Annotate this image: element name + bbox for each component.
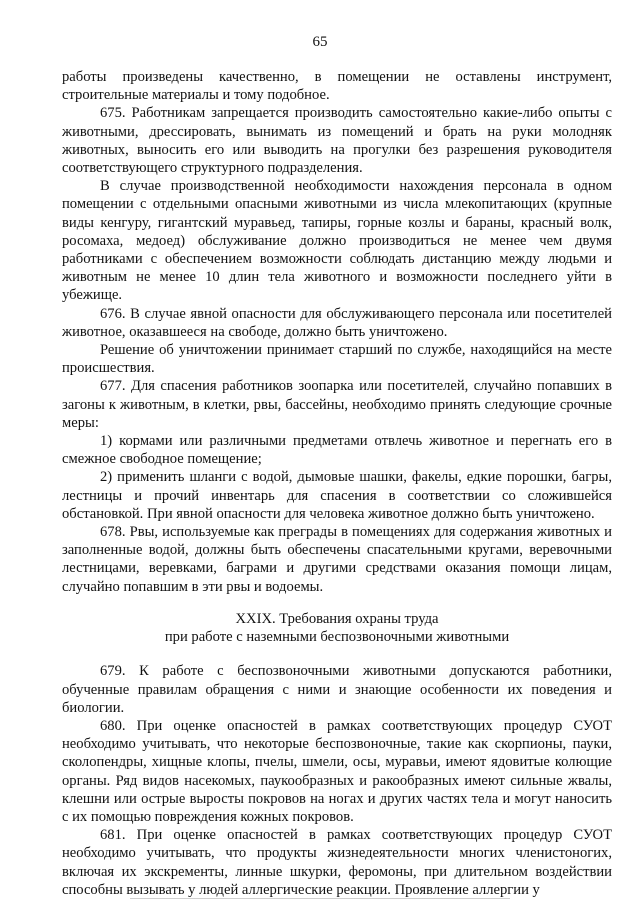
paragraph-679: 679. К работе с беспозвоночными животными допускаются работники, обученные правилам обращения с ними и знающие особенности их поведения и биологии. (62, 663, 612, 716)
section-heading-line-2: при работе с наземными беспозвоночными животными (164, 629, 510, 646)
page-number: 65 (312, 34, 328, 50)
paragraph-677-item-1: 1) кормами или различными предметами отвлечь животное и перегнать его в смежное свободное помещение; (62, 433, 612, 468)
paragraph-677: 677. Для спасения работников зоопарка или посетителей, случайно попавших в загоны к животным, в клетки, рвы, бассейны, необходимо принять следующие срочные меры: (62, 378, 612, 431)
document-body (62, 68, 612, 899)
paragraph-677-item-2: 2) применить шланги с водой, дымовые шашки, факелы, едкие порошки, багры, лестницы и прочий инвентарь для спасения в соответствии со сложившейся обстановкой. При явной опасности для человека животное должно быть уничтожено. (62, 469, 612, 522)
paragraph-676-decision: Решение об уничтожении принимает старший по службе, находящийся на месте происшествия. (62, 342, 612, 377)
section-heading-line-1: XXIX. Требования охраны труда (235, 610, 439, 627)
section-heading (62, 610, 612, 646)
paragraph-675-dangerous-animals: В случае производственной необходимости нахождения персонала в одном помещении с отдельными опасными животными из числа млекопитающих (крупные виды кенгуру, гигантский муравьед, тапиры, горные козлы и бараны, красный волк, росомаха, медоед) обслуживание должно производиться не менее чем двумя работниками с обеспечением возможности соблюдать дистанцию между людьми и животным не менее 10 длин тела животного и возможности последнего уйти в убежище. (62, 178, 612, 304)
paragraph-680: 680. При оценке опасностей в рамках соответствующих процедур СУОТ необходимо учитывать, что некоторые беспозвоночные, такие как скорпионы, пауки, сколопендры, хищные клопы, пчелы, шмели, осы, муравьи, имеют ядовитые колющие органы. Ряд видов насекомых, паукообразных и ракообразных имеют сильные жвалы, клешни или острые выросты покровов на ногах и других частях тела и могут наносить с их помощью повреждения кожных покровов. (62, 717, 612, 825)
paragraph-676: 676. В случае явной опасности для обслуживающего персонала или посетителей животное, оказавшееся на свободе, должно быть уничтожено. (62, 305, 612, 340)
bottom-scan-edge (130, 898, 510, 899)
paragraph-675: 675. Работникам запрещается производить самостоятельно какие-либо опыты с животными, дрессировать, вынимать из помещений и брать на руки молодняк животных, выносить его или выводить на прогулки без разрешения руководителя соответствующего структурного подразделения. (62, 105, 612, 177)
paragraph-678: 678. Рвы, используемые как преграды в помещениях для содержания животных и заполненные водой, должны быть обеспечены спасательными кругами, веревочными лестницами, веревками, баграми и другими средствами оказания помощи лицам, случайно попавшим в эти рвы и водоемы. (62, 524, 612, 595)
paragraph-continuation: работы произведены качественно, в помещении не оставлены инструмент, строительные материалы и тому подобное. (62, 69, 612, 104)
paragraph-681: 681. При оценке опасностей в рамках соответствующих процедур СУОТ необходимо учитывать, что продукты жизнедеятельности многих членистоногих, включая их экскременты, линные шкурки, феромоны, при длительном воздействии способны вызывать у людей аллергические реакции. Проявление аллергии у (62, 827, 612, 898)
